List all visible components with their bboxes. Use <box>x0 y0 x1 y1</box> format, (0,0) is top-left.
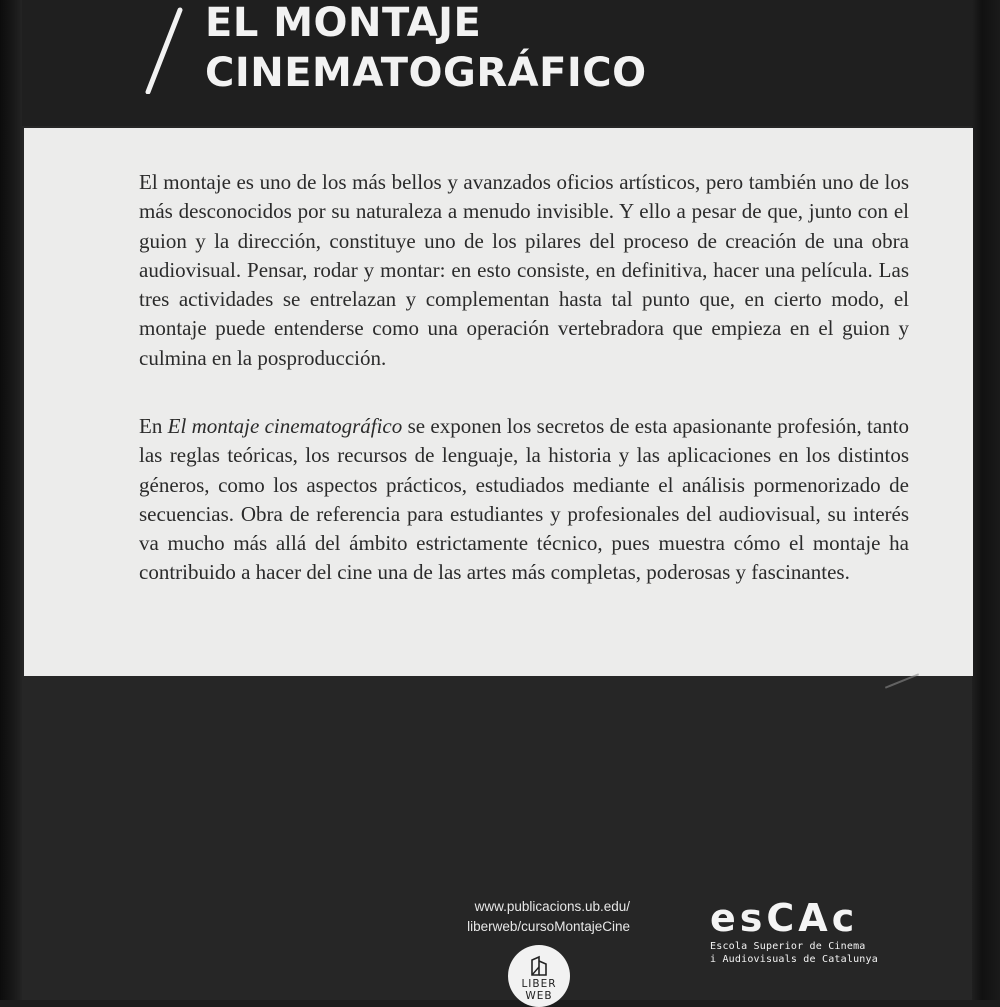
escac-name-line-1: Escola Superior de Cinema <box>710 941 866 952</box>
title-line-1: EL MONTAJE <box>205 0 482 46</box>
blurb-paragraph-1: El montaje es uno de los más bellos y avanzados oficios artísticos, pero también uno de los más desconocidos por su naturaleza a menudo invisible. Y ello a pesar de que, junto con el guion y la dirección, constituye uno de los pilares del proceso de creación de una obra audiovisual. Pensar, rodar y montar: en esto consiste, en definitiva, hacer una película. Las tres actividades se entrelazan y complementan hasta tal punto que, en cierto modo, el montaje puede entenderse como una operación vertebradora que empieza en el guion y culmina en la posproducción. <box>139 170 909 370</box>
left-page-edge <box>0 0 24 1000</box>
publisher-url[interactable] <box>430 897 630 937</box>
blurb-paragraph-2-rest: se exponen los secretos de esta apasionante profesión, tanto las reglas teóricas, los recursos de lenguaje, la historia y las aplicaciones en los distintos géneros, como los aspectos prácticos, estudiados mediante el análisis pormenorizado de secuencias. Obra de referencia para estudiantes y profesionales del audiovisual, su interés va mucho más allá del ámbito estrictamente técnico, pues muestra cómo el montaje ha contribuido a hacer del cine una de las artes más completas, poderosas y fascinantes. <box>139 414 909 585</box>
book-title-italic: El montaje cinematográfico <box>167 414 403 438</box>
slash-mark-icon <box>140 6 188 94</box>
liberweb-page-icon <box>528 955 550 977</box>
escac-wordmark: esCAc <box>710 896 859 940</box>
title-line-2: CINEMATOGRÁFICO <box>205 50 647 96</box>
publisher-url-line-1: www.publicacions.ub.edu/ <box>474 899 630 914</box>
liberweb-label-1: LIBER <box>521 978 557 990</box>
right-page-edge <box>970 0 1000 1000</box>
blurb-paragraph-2-prefix: En <box>139 414 168 438</box>
book-title <box>205 0 647 98</box>
blurb-panel <box>24 128 973 676</box>
escac-logo <box>710 896 890 966</box>
publisher-url-line-2: liberweb/cursoMontajeCine <box>467 919 630 934</box>
liberweb-label-2: WEB <box>525 990 553 1002</box>
blurb-paragraph-2 <box>139 412 909 588</box>
escac-name-line-2: i Audiovisuals de Catalunya <box>710 954 878 965</box>
liberweb-logo <box>508 945 570 1007</box>
